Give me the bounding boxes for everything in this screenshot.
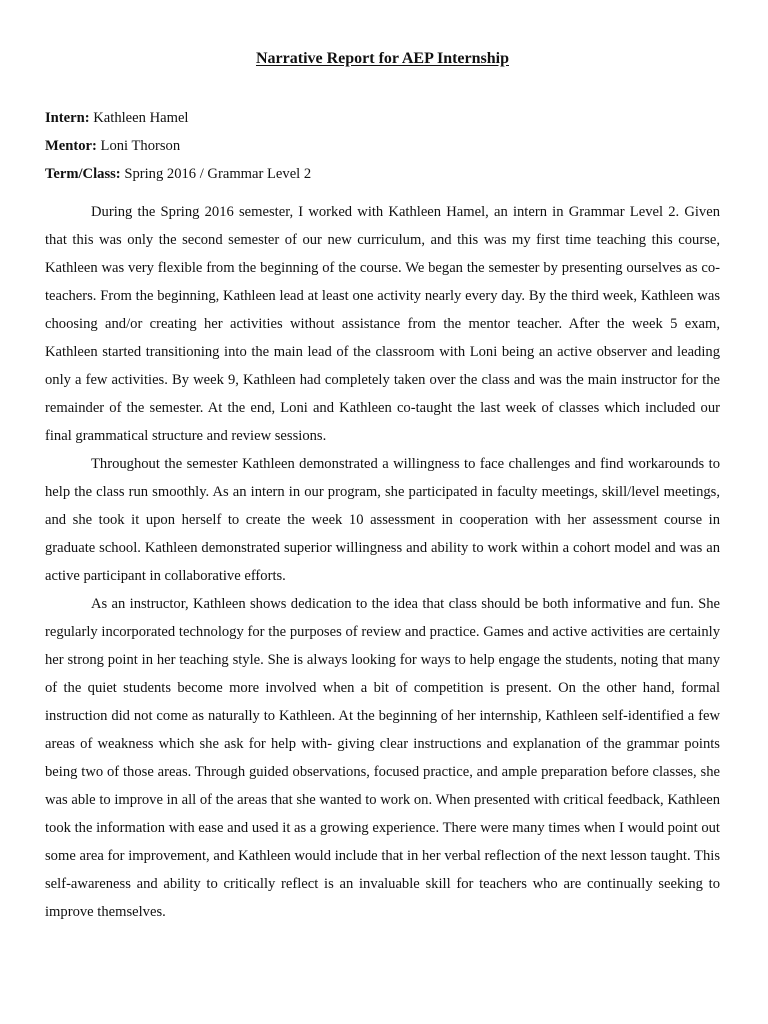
intern-label: Intern: xyxy=(45,110,90,126)
term-value: Spring 2016 / Grammar Level 2 xyxy=(124,166,312,182)
report-metadata xyxy=(45,104,720,188)
mentor-line xyxy=(45,132,720,160)
intern-value: Kathleen Hamel xyxy=(93,110,189,126)
paragraph-3: As an instructor, Kathleen shows dedication to the idea that class should be both informative and fun. She regularly incorporated technology for the purposes of review and practice. Games and active activities are certainly her strong point in her teaching style. She is always looking for ways to help engage the students, noting that many of the quiet students become more involved when a bit of competition is present. On the other hand, formal instruction did not come as naturally to Kathleen. At the beginning of her internship, Kathleen self-identified a few areas of weakness which she ask for help with- giving clear instructions and explanation of the grammar points being two of those areas. Through guided observations, focused practice, and ample preparation before classes, she was able to improve in all of the areas that she wanted to work on. When presented with critical feedback, Kathleen took the information with ease and used it as a growing experience. There were many times when I would point out some area for improvement, and Kathleen would include that in her verbal reflection of the next lesson taught. This self-awareness and ability to critically reflect is an invaluable skill for teachers who are continually seeking to improve themselves. xyxy=(45,596,720,920)
intern-line xyxy=(45,104,720,132)
paragraph-1: During the Spring 2016 semester, I worked with Kathleen Hamel, an intern in Grammar Level 2. Given that this was only the second semester of our new curriculum, and this was my first time teaching this course, Kathleen was very flexible from the beginning of the course. We began the semester by presenting ourselves as co-teachers. From the beginning, Kathleen lead at least one activity nearly every day. By the third week, Kathleen was choosing and/or creating her activities without assistance from the mentor teacher. After the week 5 exam, Kathleen started transitioning into the main lead of the classroom with Loni being an active observer and leading only a few activities. By week 9, Kathleen had completely taken over the class and was the main instructor for the remainder of the semester. At the end, Loni and Kathleen co-taught the last week of classes which included our final grammatical structure and review sessions. xyxy=(45,204,720,444)
report-body xyxy=(45,198,720,926)
term-label: Term/Class: xyxy=(45,166,121,182)
term-line xyxy=(45,160,720,188)
document-title: Narrative Report for AEP Internship xyxy=(255,50,509,67)
paragraph-2: Throughout the semester Kathleen demonstrated a willingness to face challenges and find workarounds to help the class run smoothly. As an intern in our program, she participated in faculty meetings, skill/level meetings, and she took it upon herself to create the week 10 assessment in cooperation with her assessment course in graduate school. Kathleen demonstrated superior willingness and ability to work within a cohort model and was an active participant in collaborative efforts. xyxy=(45,456,720,584)
mentor-value: Loni Thorson xyxy=(100,138,181,154)
mentor-label: Mentor: xyxy=(45,138,97,154)
